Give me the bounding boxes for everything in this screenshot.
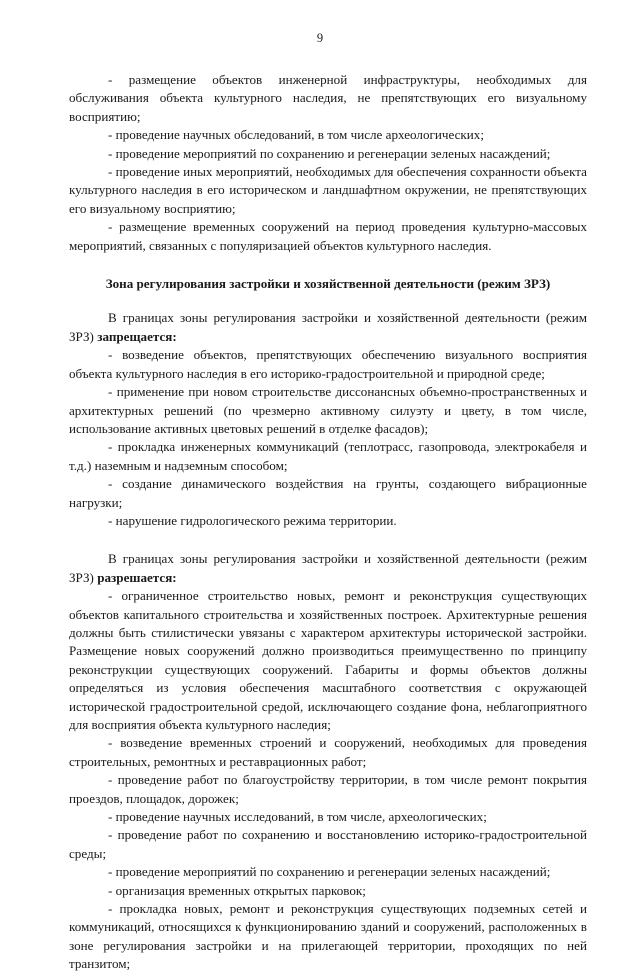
list-item: - прокладка новых, ремонт и реконструкция существующих подземных сетей и коммуникаций, относящихся к функционированию зданий и сооружений, расположенных в зоне регулирования застройки и на прилегающей территории, проходящих по ней транзитом; (69, 901, 587, 972)
prohibited-intro-text: В границах зоны регулирования застройки и хозяйственной деятельности (режим ЗРЗ) (69, 310, 587, 344)
list-item: - ограниченное строительство новых, ремонт и реконструкция существующих объектов капитального строительства и хозяйственных построек. Архитектурные решения должны быть стилистически увязаны с характером архитектуры исторической застройки. Размещение новых сооружений должно производиться преимущественно по принципу реконструкции существующих сооружений. Габариты и формы объектов должны определяться из условия обеспечения масштабного соответствия с окружающей исторической градостроительной средой, исключающего создание фона, неблагоприятного для восприятия объекта культурного наследия; (69, 588, 587, 732)
document-body (69, 71, 587, 974)
allowed-intro-text: В границах зоны регулирования застройки и хозяйственной деятельности (режим ЗРЗ) (69, 551, 587, 585)
list-item: - проведение мероприятий по сохранению и регенерации зеленых насаждений; (108, 864, 551, 880)
list-item: - проведение работ по сохранению и восстановлению историко-градостроительной среды; (69, 827, 587, 861)
list-item: - возведение временных строений и сооружений, необходимых для проведения строительных, ремонтных и реставрационных работ; (69, 735, 587, 769)
list-item: - прокладка инженерных коммуникаций (теплотрасс, газопровода, электрокабеля и т.д.) наземным и надземным способом; (69, 439, 587, 473)
list-item: - нарушение гидрологического режима территории. (108, 512, 397, 528)
paragraph: - размещение объектов инженерной инфраструктуры, необходимых для обслуживания объекта культурного наследия, не препятствующих его визуальному восприятию; (69, 72, 587, 124)
list-item: - создание динамического воздействия на грунты, создающего вибрационные нагрузки; (69, 476, 587, 510)
allowed-keyword: разрешается: (97, 569, 177, 585)
prohibited-keyword: запрещается: (97, 328, 177, 344)
paragraph: - проведение научных обследований, в том числе археологических; (108, 127, 484, 143)
paragraph: - проведение мероприятий по сохранению и регенерации зеленых насаждений; (108, 145, 551, 161)
section-heading: Зона регулирования застройки и хозяйственной деятельности (режим ЗРЗ) (105, 276, 551, 292)
page-number: 9 (316, 31, 324, 45)
list-item: - проведение работ по благоустройству территории, в том числе ремонт покрытия проездов, площадок, дорожек; (69, 772, 587, 806)
list-item: - применение при новом строительстве диссонансных объемно-пространственных и архитектурных решений (по чрезмерно активному силуэту и цвету, в том числе, использование активных цветовых решений в отделке фасадов); (69, 384, 587, 436)
list-item: - проведение научных исследований, в том числе, археологических; (108, 809, 487, 825)
list-item: - возведение объектов, препятствующих обеспечению визуального восприятия объекта культурного наследия в его историко-градостроительной и природной среде; (69, 347, 587, 381)
paragraph: - размещение временных сооружений на период проведения культурно-массовых мероприятий, связанных с популяризацией объектов культурного наследия. (69, 219, 587, 253)
allowed-intro (69, 550, 587, 587)
list-item: - организация временных открытых парковок; (108, 882, 366, 898)
prohibited-intro (69, 309, 587, 346)
paragraph: - проведение иных мероприятий, необходимых для обеспечения сохранности объекта культурного наследия в его историческом и ландшафтном окружении, не препятствующих его визуальному восприятию; (69, 164, 587, 216)
